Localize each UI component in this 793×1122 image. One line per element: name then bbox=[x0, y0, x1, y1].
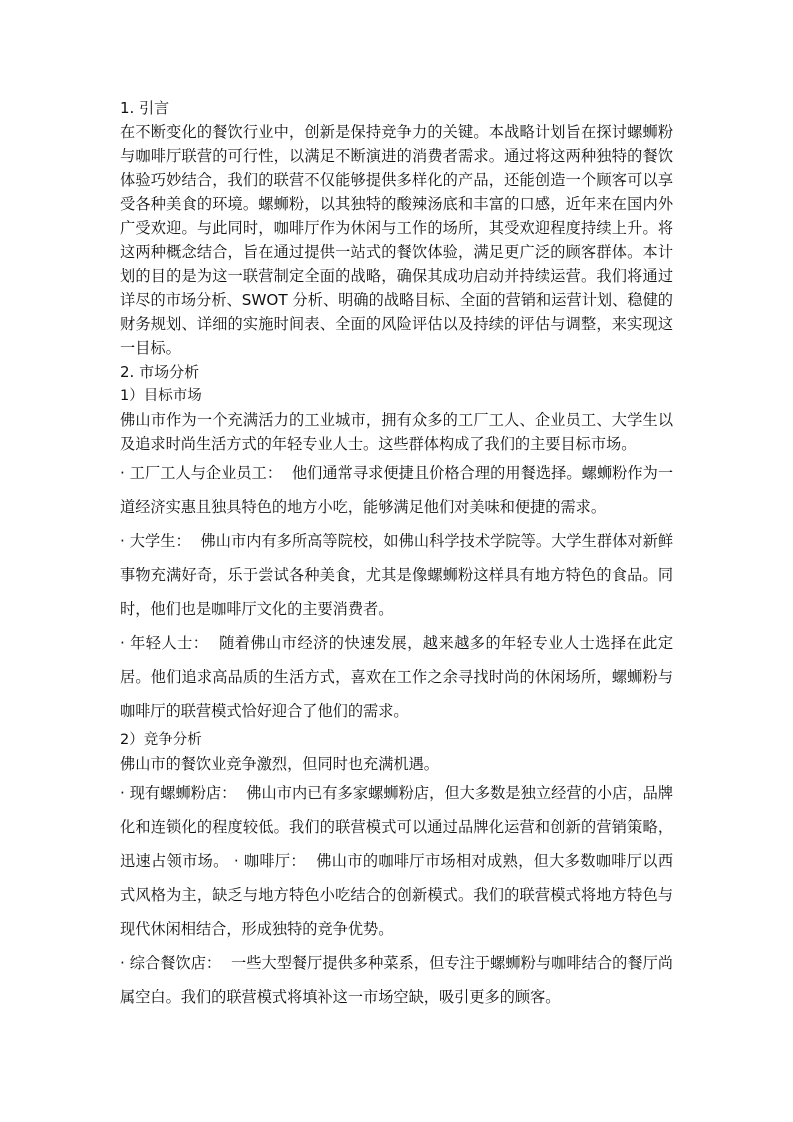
competition-body: 佛山市的餐饮业竞争激烈，但同时也充满机遇。 bbox=[120, 755, 439, 773]
bullet-existing-shops bbox=[120, 776, 673, 946]
bullet-cafe-lead: · 咖啡厅： bbox=[228, 852, 317, 870]
bullet-students-text: 佛山市内有多所高等院校，如佛山科学技术学院等。大学生群体对新鲜事物充满好奇，乐于尝试各种美食，尤其是像螺蛳粉这样具有地方特色的食品。同时，他们也是咖啡厅文化的主要消费者。 bbox=[120, 532, 674, 618]
bullet-restaurants-lead: · 综合餐饮店： bbox=[120, 954, 231, 972]
section-2-title: 2. 市场分析 bbox=[120, 363, 200, 381]
bullet-workers-text: 他们通常寻求便捷且价格合理的用餐选择。螺蛳粉作为一道经济实惠且独具特色的地方小吃，能够满足他们对美味和便捷的需求。 bbox=[120, 464, 674, 516]
target-market-body: 佛山市作为一个充满活力的工业城市，拥有众多的工厂工人、企业员工、大学生以及追求时尚生活方式的年轻专业人士。这些群体构成了我们的主要目标市场。 bbox=[120, 411, 673, 453]
bullet-cafe-text: 佛山市的咖啡厅市场相对成熟，但大多数咖啡厅以西式风格为主，缺乏与地方特色小吃结合的创新模式。我们的联营模式将地方特色与现代休闲相结合，形成独特的竞争优势。 bbox=[120, 852, 674, 938]
section-1-body: 在不断变化的餐饮行业中，创新是保持竞争力的关键。本战略计划旨在探讨螺蛳粉与咖啡厅联营的可行性，以满足不断演进的消费者需求。通过将这两种独特的餐饮体验巧妙结合，我们的联营不仅能够提供多样化的产品，还能创造一个顾客可以享受各种美食的环境。螺蛳粉，以其独特的酸辣汤底和丰富的口感，近年来在国内外广受欢迎。与此同时，咖啡厅作为休闲与工作的场所，其受欢迎程度持续上升。将这两种概念结合，旨在通过提供一站式的餐饮体验，满足更广泛的顾客群体。本计划的目的是为这一联营制定全面的战略，确保其成功启动并持续运营。我们将通过详尽的市场分析、SWOT 分析、明确的战略目标、全面的营销和运营计划、稳健的财务规划、详细的实施时间表、全面的风险评估以及持续的评估与调整，来实现这一目标。 bbox=[120, 123, 673, 357]
subsection-target-market-title: 1）目标市场 bbox=[120, 388, 202, 404]
bullet-existing-text: 佛山市内已有多家螺蛳粉店，但大多数是独立经营的小店，品牌化和连锁化的程度较低。我们的联营模式可以通过品牌化运营和创新的营销策略，迅速占领市场。 bbox=[120, 784, 674, 870]
bullet-students bbox=[120, 524, 673, 626]
bullet-workers-lead: · 工厂工人与企业员工： bbox=[120, 464, 292, 482]
bullet-young-lead: · 年轻人士： bbox=[120, 634, 220, 652]
bullet-students-lead: · 大学生： bbox=[120, 532, 201, 550]
bullet-workers bbox=[120, 456, 673, 524]
subsection-competition-title: 2）竞争分析 bbox=[120, 732, 202, 748]
bullet-young-professionals bbox=[120, 626, 673, 728]
bullet-young-text: 随着佛山市经济的快速发展，越来越多的年轻专业人士选择在此定居。他们追求高品质的生活方式，喜欢在工作之余寻找时尚的休闲场所，螺蛳粉与咖啡厅的联营模式恰好迎合了他们的需求。 bbox=[120, 634, 674, 720]
bullet-restaurants-text: 一些大型餐厅提供多种菜系，但专注于螺蛳粉与咖啡结合的餐厅尚属空白。我们的联营模式将填补这一市场空缺，吸引更多的顾客。 bbox=[120, 954, 673, 1006]
bullet-existing-lead: · 现有螺蛳粉店： bbox=[120, 784, 247, 802]
bullet-restaurants bbox=[120, 946, 673, 1014]
section-1-title: 1. 引言 bbox=[120, 99, 170, 117]
